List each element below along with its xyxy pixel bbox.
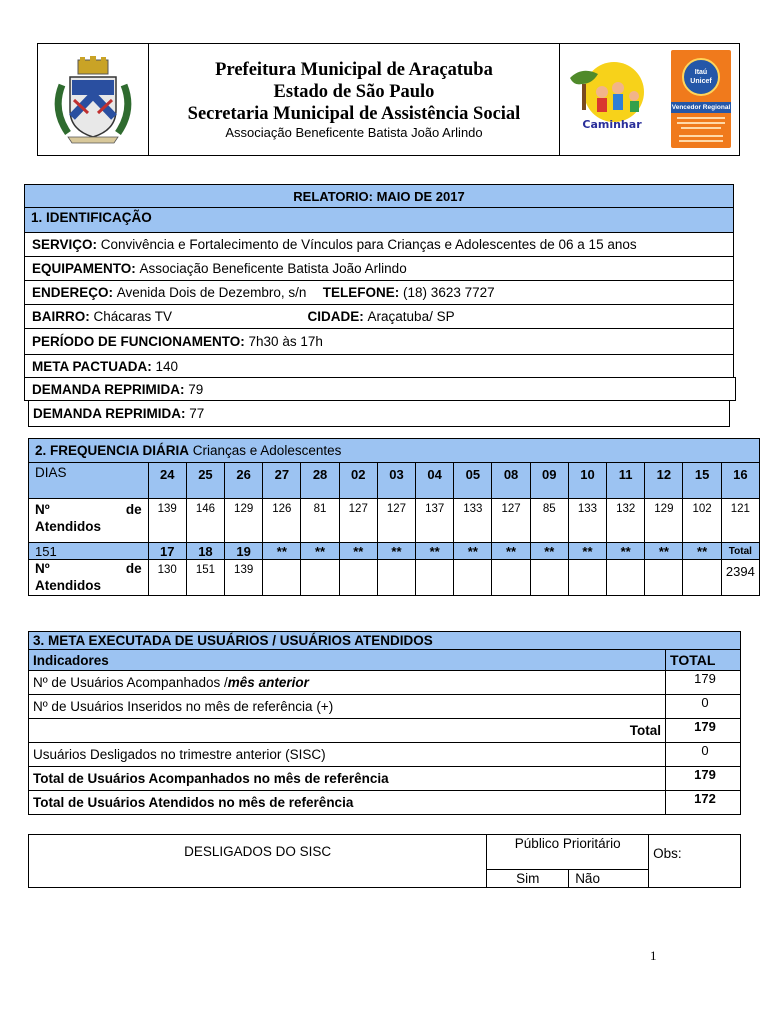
demanda-reprimida-row-overlap (24, 377, 736, 401)
day-cell: 24 (148, 463, 186, 499)
meta-pactuada-value: 140 (155, 358, 179, 374)
meta-row-label (29, 671, 666, 695)
meta-row-value: 0 (666, 695, 741, 719)
attendance-label-2 (29, 560, 149, 596)
day-cell: 04 (416, 463, 454, 499)
count-cell: 85 (530, 499, 568, 543)
count-cell (454, 560, 492, 596)
report-title-row (24, 184, 734, 208)
count-cell (377, 560, 415, 596)
coat-of-arms-cell (38, 44, 149, 156)
meta-pactuada-label: META PACTUADA: (32, 358, 152, 374)
servico-label: SERVIÇO: (32, 237, 98, 252)
day-cell: 02 (339, 463, 377, 499)
meta-row-label (29, 791, 666, 815)
day-cell: 08 (492, 463, 530, 499)
day-cell: 28 (301, 463, 339, 499)
equipamento-value: Associação Beneficente Batista João Arlindo (139, 261, 407, 276)
day-cell: 19 (225, 543, 263, 560)
total-header: TOTAL (666, 650, 741, 671)
meta-column-headers (29, 650, 741, 671)
day-cell: ** (645, 543, 683, 560)
attendance-row-2 (29, 560, 760, 596)
count-cell: 2394 (721, 560, 759, 596)
count-cell: 139 (148, 499, 186, 543)
day-cell: 12 (645, 463, 683, 499)
count-cell: 102 (683, 499, 721, 543)
obs-field[interactable]: Obs: (649, 835, 741, 888)
bairro-row (24, 304, 734, 329)
desligados-table (28, 834, 741, 888)
bairro-label: BAIRRO: (32, 309, 90, 324)
attendance-label-atendidos: Atendidos (35, 578, 101, 593)
servico-value: Convivência e Fortalecimento de Vínculos para Crianças e Adolescentes de 06 a 15 anos (100, 237, 637, 252)
day-cell: ** (568, 543, 606, 560)
day-cell: ** (301, 543, 339, 560)
meta-row (29, 791, 741, 815)
count-cell (416, 560, 454, 596)
nao-option[interactable]: Não (569, 869, 649, 887)
day-cell: ** (683, 543, 721, 560)
day-cell: ** (339, 543, 377, 560)
association-name: Associação Beneficente Batista João Arlindo (225, 124, 483, 140)
logos-cell (560, 44, 740, 156)
count-cell: 127 (377, 499, 415, 543)
count-cell: 151 (186, 560, 224, 596)
day-cell: ** (530, 543, 568, 560)
frequency-heading-bold: 2. FREQUENCIA DIÁRIA (35, 443, 190, 458)
attendance-label (29, 499, 149, 543)
meta-row-label-text: Usuários Desligados no trimestre anterior (SISC) (33, 747, 326, 762)
publico-prioritario: Público Prioritário (487, 835, 649, 870)
count-cell: 130 (148, 560, 186, 596)
day-cell: Total (721, 543, 759, 560)
meta-row-value: 0 (666, 743, 741, 767)
count-cell: 129 (225, 499, 263, 543)
demanda-reprimida-value: 77 (189, 406, 205, 421)
day-cell: ** (454, 543, 492, 560)
count-cell (492, 560, 530, 596)
meta-row-label (29, 743, 666, 767)
day-cell: 17 (148, 543, 186, 560)
attendance-label-n: Nº (35, 561, 50, 576)
meta-row-label-text: Nº de Usuários Inseridos no mês de referência (+) (33, 699, 334, 714)
attendance-label-n: Nº (35, 502, 50, 517)
meta-row (29, 719, 741, 743)
count-cell: 127 (339, 499, 377, 543)
itau-unicef-badge-icon (682, 58, 720, 96)
frequency-heading (29, 439, 760, 463)
periodo-value: 7h30 às 17h (248, 334, 323, 349)
day-cell: 25 (186, 463, 224, 499)
meta-heading: 3. META EXECUTADA DE USUÁRIOS / USUÁRIOS ATENDIDOS (29, 632, 741, 650)
count-cell (568, 560, 606, 596)
periodo-row (24, 328, 734, 355)
meta-pactuada-row (24, 354, 734, 378)
secretariat-title: Secretaria Municipal de Assistência Social (187, 103, 521, 124)
indicadores-header: Indicadores (29, 650, 666, 671)
attendance-row (29, 499, 760, 543)
report-title: RELATORIO: MAIO DE 2017 (293, 188, 465, 204)
meta-row (29, 767, 741, 791)
meta-row-label-text: Total (629, 723, 662, 738)
count-cell (607, 560, 645, 596)
meta-row-label-emphasis: mês anterior (227, 675, 309, 690)
day-cell: 03 (377, 463, 415, 499)
count-cell: 133 (568, 499, 606, 543)
day-cell: 18 (186, 543, 224, 560)
days-row (29, 463, 760, 499)
itau-caption: Vencedor Regional (671, 104, 731, 111)
demanda-reprimida-label: DEMANDA REPRIMIDA: (32, 381, 185, 397)
cidade-value: Araçatuba/ SP (367, 309, 455, 324)
row3-first-value: 151 (29, 543, 149, 560)
caminhar-logo-text: Caminhar (582, 118, 642, 131)
count-cell (339, 560, 377, 596)
count-cell: 127 (492, 499, 530, 543)
count-cell (645, 560, 683, 596)
periodo-label: PERÍODO DE FUNCIONAMENTO: (32, 334, 245, 349)
telefone-value: (18) 3623 7727 (403, 285, 495, 300)
count-cell: 132 (607, 499, 645, 543)
meta-row-label-text: Nº de Usuários Acompanhados / (33, 675, 228, 690)
endereco-label: ENDEREÇO: (32, 285, 114, 300)
day-cell: 11 (607, 463, 645, 499)
day-cell: 27 (263, 463, 301, 499)
count-cell (301, 560, 339, 596)
meta-row-value: 179 (666, 767, 741, 791)
endereco-row (24, 280, 734, 305)
day-cell: 05 (454, 463, 492, 499)
itau-unicef-logo (671, 50, 731, 148)
day-cell: 15 (683, 463, 721, 499)
meta-row (29, 695, 741, 719)
daily-frequency-table (28, 438, 760, 596)
meta-row-label (29, 767, 666, 791)
count-cell (530, 560, 568, 596)
count-cell: 137 (416, 499, 454, 543)
attendance-label-atendidos: Atendidos (35, 519, 101, 534)
count-cell (263, 560, 301, 596)
equipamento-row (24, 256, 734, 281)
meta-row-label (29, 719, 666, 743)
letterhead-text-cell (149, 44, 560, 156)
meta-row-value: 179 (666, 719, 741, 743)
demanda-reprimida-label: DEMANDA REPRIMIDA: (33, 406, 186, 421)
telefone-label: TELEFONE: (322, 285, 400, 300)
attendance-label-de: de (125, 502, 142, 517)
day-cell: ** (377, 543, 415, 560)
count-cell (683, 560, 721, 596)
meta-row-value: 179 (666, 671, 741, 695)
page-number: 1 (650, 948, 657, 963)
days-label: DIAS (29, 463, 149, 499)
count-cell: 126 (263, 499, 301, 543)
days-row-2 (29, 543, 760, 560)
meta-row-label (29, 695, 666, 719)
frequency-heading-row (29, 439, 760, 463)
cidade-label: CIDADE: (307, 309, 364, 324)
day-cell: 26 (225, 463, 263, 499)
count-cell: 139 (225, 560, 263, 596)
endereco-value: Avenida Dois de Dezembro, s/n (116, 285, 307, 300)
day-cell: 10 (568, 463, 606, 499)
day-cell: 09 (530, 463, 568, 499)
coat-of-arms-icon (48, 55, 138, 145)
itau-unicef-text: Itaú Unicef (690, 69, 712, 85)
bairro-value: Chácaras TV (93, 309, 173, 324)
meta-row (29, 743, 741, 767)
municipality-title: Prefeitura Municipal de Araçatuba (215, 59, 493, 80)
meta-row-label-text: Total de Usuários Acompanhados no mês de referência (33, 771, 389, 786)
day-cell: ** (416, 543, 454, 560)
meta-executada-table (28, 631, 741, 815)
meta-row-label-text: Total de Usuários Atendidos no mês de referência (33, 795, 354, 810)
day-cell: ** (263, 543, 301, 560)
count-cell: 121 (721, 499, 759, 543)
state-title: Estado de São Paulo (273, 81, 435, 102)
servico-row (24, 232, 734, 257)
desligados-title: DESLIGADOS DO SISC (29, 835, 487, 888)
demanda-reprimida-value-overlap: 79 (188, 381, 204, 397)
day-cell: ** (492, 543, 530, 560)
meta-heading-row (29, 632, 741, 650)
sim-option[interactable]: Sim (487, 869, 569, 887)
caminhar-logo-icon (562, 58, 662, 138)
meta-row (29, 671, 741, 695)
identification-heading: 1. IDENTIFICAÇÃO (31, 210, 152, 225)
attendance-label-de: de (125, 561, 142, 576)
identification-heading-row (24, 207, 734, 233)
demanda-reprimida-row (28, 400, 730, 427)
count-cell: 81 (301, 499, 339, 543)
frequency-heading-rest: Crianças e Adolescentes (189, 443, 342, 458)
count-cell: 133 (454, 499, 492, 543)
letterhead (37, 43, 740, 156)
meta-row-value: 172 (666, 791, 741, 815)
count-cell: 129 (645, 499, 683, 543)
day-cell: ** (607, 543, 645, 560)
equipamento-label: EQUIPAMENTO: (32, 261, 136, 276)
day-cell: 16 (721, 463, 759, 499)
count-cell: 146 (186, 499, 224, 543)
